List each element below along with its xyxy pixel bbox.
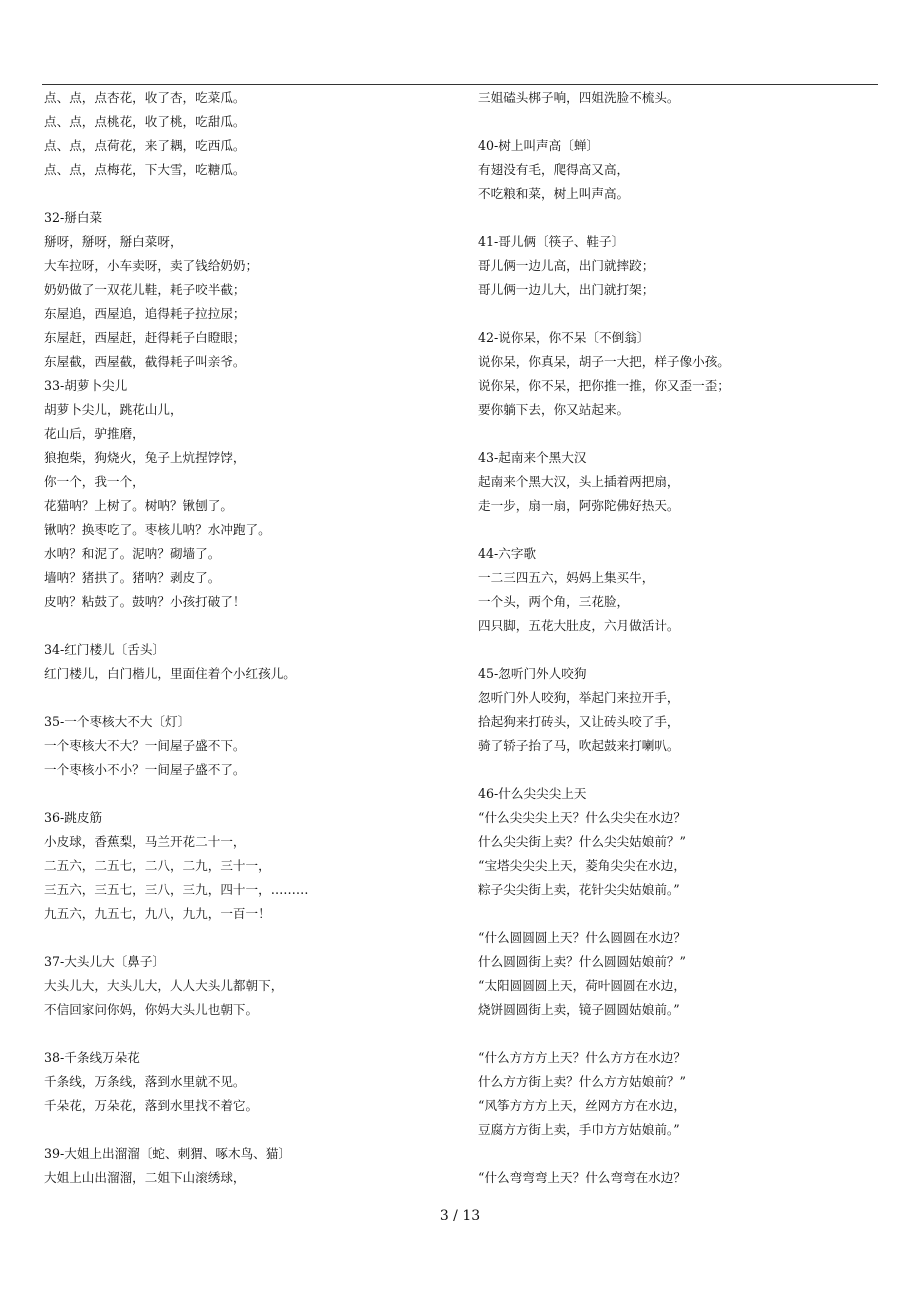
text-line: “什么圆圆圆上天？什么圆圆在水边？ [478,930,686,945]
text-line: 掰呀，掰呀，掰白菜呀， [44,234,183,249]
text-line: 一二三四五六，妈妈上集买牛， [478,570,655,585]
text-line: 点、点，点杏花，收了杏，吃菜瓜。 [44,90,246,105]
text-line: 不信回家问你妈，你妈大头儿也朝下。 [44,1002,259,1017]
blank-line [478,302,888,326]
text-line: 38-千条线万朵花 [44,1050,140,1065]
text-line: 36-跳皮筋 [44,810,103,825]
text-line: “太阳圆圆圆上天，荷叶圆圆在水边， [478,978,686,993]
text-line: 一个枣核小不小？一间屋子盛不了。 [44,762,246,777]
blank-line [478,1142,888,1166]
text-line: 一个枣核大不大？一间屋子盛不下。 [44,738,246,753]
text-line: 走一步，扇一扇，阿弥陀佛好热天。 [478,498,680,513]
text-line: 45-忽听门外人咬狗 [478,666,587,681]
blank-line [44,782,444,806]
text-line: 大车拉呀，小车卖呀，卖了钱给奶奶； [44,258,259,273]
text-line: 起南来个黑大汉，头上插着两把扇， [478,474,680,489]
text-line: 忽听门外人咬狗，举起门来拉开手， [478,690,680,705]
text-line: 46-什么尖尖尖上天 [478,786,587,801]
text-line: 三姐磕头梆子响，四姐洗脸不梳头。 [478,90,680,105]
text-line: 大头儿大，大头儿大，人人大头儿都朝下， [44,978,284,993]
right-column [478,86,888,1190]
text-line: 40-树上叫声高〔蝉〕 [478,138,600,153]
text-line: 千朵花，万朵花，落到水里找不着它。 [44,1098,259,1113]
text-line: 花山后，驴推磨， [44,426,145,441]
text-line: 35-一个枣核大不大〔灯〕 [44,714,191,729]
text-line: 水呐？和泥了。泥呐？砌墙了。 [44,546,221,561]
text-line: 粽子尖尖街上卖，花针尖尖姑娘前。” [478,882,680,897]
blank-line [478,518,888,542]
text-line: 44-六字歌 [478,546,537,561]
text-line: 37-大头儿大〔鼻子〕 [44,954,166,969]
text-line: 烧饼圆圆街上卖，镜子圆圆姑娘前。” [478,1002,680,1017]
blank-line [44,1118,444,1142]
text-line: 豆腐方方街上卖，手巾方方姑娘前。” [478,1122,680,1137]
blank-line [478,206,888,230]
text-line: 千条线，万条线，落到水里就不见。 [44,1074,246,1089]
text-line: 34-红门楼儿〔舌头〕 [44,642,166,657]
blank-line [478,1022,888,1046]
text-line: 东屋截，西屋截，截得耗子叫亲爷。 [44,354,246,369]
text-line: 东屋追，西屋追，追得耗子拉拉尿； [44,306,246,321]
text-line: 点、点，点桃花，收了桃，吃甜瓜。 [44,114,246,129]
text-line: 奶奶做了一双花儿鞋，耗子咬半截； [44,282,246,297]
text-line: 32-掰白菜 [44,210,103,225]
text-line: 三五六，三五七，三八，三九，四十一，……… [44,882,309,897]
text-line: 墙呐？猪拱了。猪呐？剥皮了。 [44,570,221,585]
text-line: 什么尖尖街上卖？什么尖尖姑娘前？” [478,834,686,849]
blank-line [44,1022,444,1046]
blank-line [44,926,444,950]
text-line: “什么方方方上天？什么方方在水边？ [478,1050,686,1065]
text-line: 胡萝卜尖儿，跳花山儿， [44,402,183,417]
text-line: 一个头，两个角，三花脸， [478,594,630,609]
text-line: 41-哥儿俩〔筷子、鞋子〕 [478,234,625,249]
blank-line [478,422,888,446]
text-line: 43-起南来个黑大汉 [478,450,587,465]
page-number: 3 / 13 [439,1208,481,1224]
left-column [44,86,444,1190]
text-line: 要你躺下去，你又站起来。 [478,402,630,417]
text-line: 四只脚，五花大肚皮，六月做活计。 [478,618,680,633]
text-line: 点、点，点荷花，来了耦，吃西瓜。 [44,138,246,153]
text-line: “什么尖尖尖上天？什么尖尖在水边？ [478,810,686,825]
text-line: 九五六，九五七，九八，九九，一百一！ [44,906,271,921]
text-line: 哥儿俩一边儿大，出门就打架； [478,282,655,297]
text-line: 骑了轿子抬了马，吹起鼓来打喇叭。 [478,738,680,753]
text-line: 点、点，点梅花，下大雪，吃糖瓜。 [44,162,246,177]
text-line: 花猫呐？上树了。树呐？锹刨了。 [44,498,233,513]
text-line: 不吃粮和菜，树上叫声高。 [478,186,630,201]
blank-line [478,902,888,926]
text-line: “什么弯弯弯上天？什么弯弯在水边？ [478,1170,686,1185]
text-line: 说你呆，你真呆，胡子一大把，样子像小孩。 [478,354,730,369]
blank-line [478,758,888,782]
text-line: 你一个，我一个， [44,474,145,489]
text-line: 39-大姐上出溜溜〔蛇、刺猬、啄木鸟、猫〕 [44,1146,291,1161]
text-line: 狼抱柴，狗烧火，兔子上炕捏饽饽， [44,450,246,465]
blank-line [478,638,888,662]
text-line: 东屋赶，西屋赶，赶得耗子白瞪眼； [44,330,246,345]
text-line: 什么圆圆街上卖？什么圆圆姑娘前？” [478,954,686,969]
text-line: 哥儿俩一边儿高，出门就摔跤； [478,258,655,273]
text-line: 二五六，二五七，二八，二九，三十一， [44,858,271,873]
text-line: 大姐上山出溜溜，二姐下山滚绣球， [44,1170,246,1185]
text-line: 说你呆，你不呆，把你推一推，你又歪一歪； [478,378,730,393]
header-rule [42,84,878,85]
text-line: “风筝方方方上天，丝网方方在水边， [478,1098,686,1113]
blank-line [44,182,444,206]
text-line: “宝塔尖尖尖上天，菱角尖尖在水边， [478,858,686,873]
text-line: 皮呐？粘鼓了。鼓呐？小孩打破了！ [44,594,246,609]
text-line: 33-胡萝卜尖儿 [44,378,128,393]
text-line: 拾起狗来打砖头，又让砖头咬了手， [478,714,680,729]
text-line: 什么方方街上卖？什么方方姑娘前？” [478,1074,686,1089]
text-line: 42-说你呆，你不呆〔不倒翁〕 [478,330,650,345]
text-line: 小皮球，香蕉梨，马兰开花二十一， [44,834,246,849]
blank-line [44,614,444,638]
text-line: 红门楼儿，白门楷儿，里面住着个小红孩儿。 [44,666,296,681]
blank-line [478,110,888,134]
blank-line [44,686,444,710]
text-line: 锹呐？换枣吃了。枣核儿呐？水冲跑了。 [44,522,271,537]
text-line: 有翅没有毛，爬得高又高， [478,162,630,177]
